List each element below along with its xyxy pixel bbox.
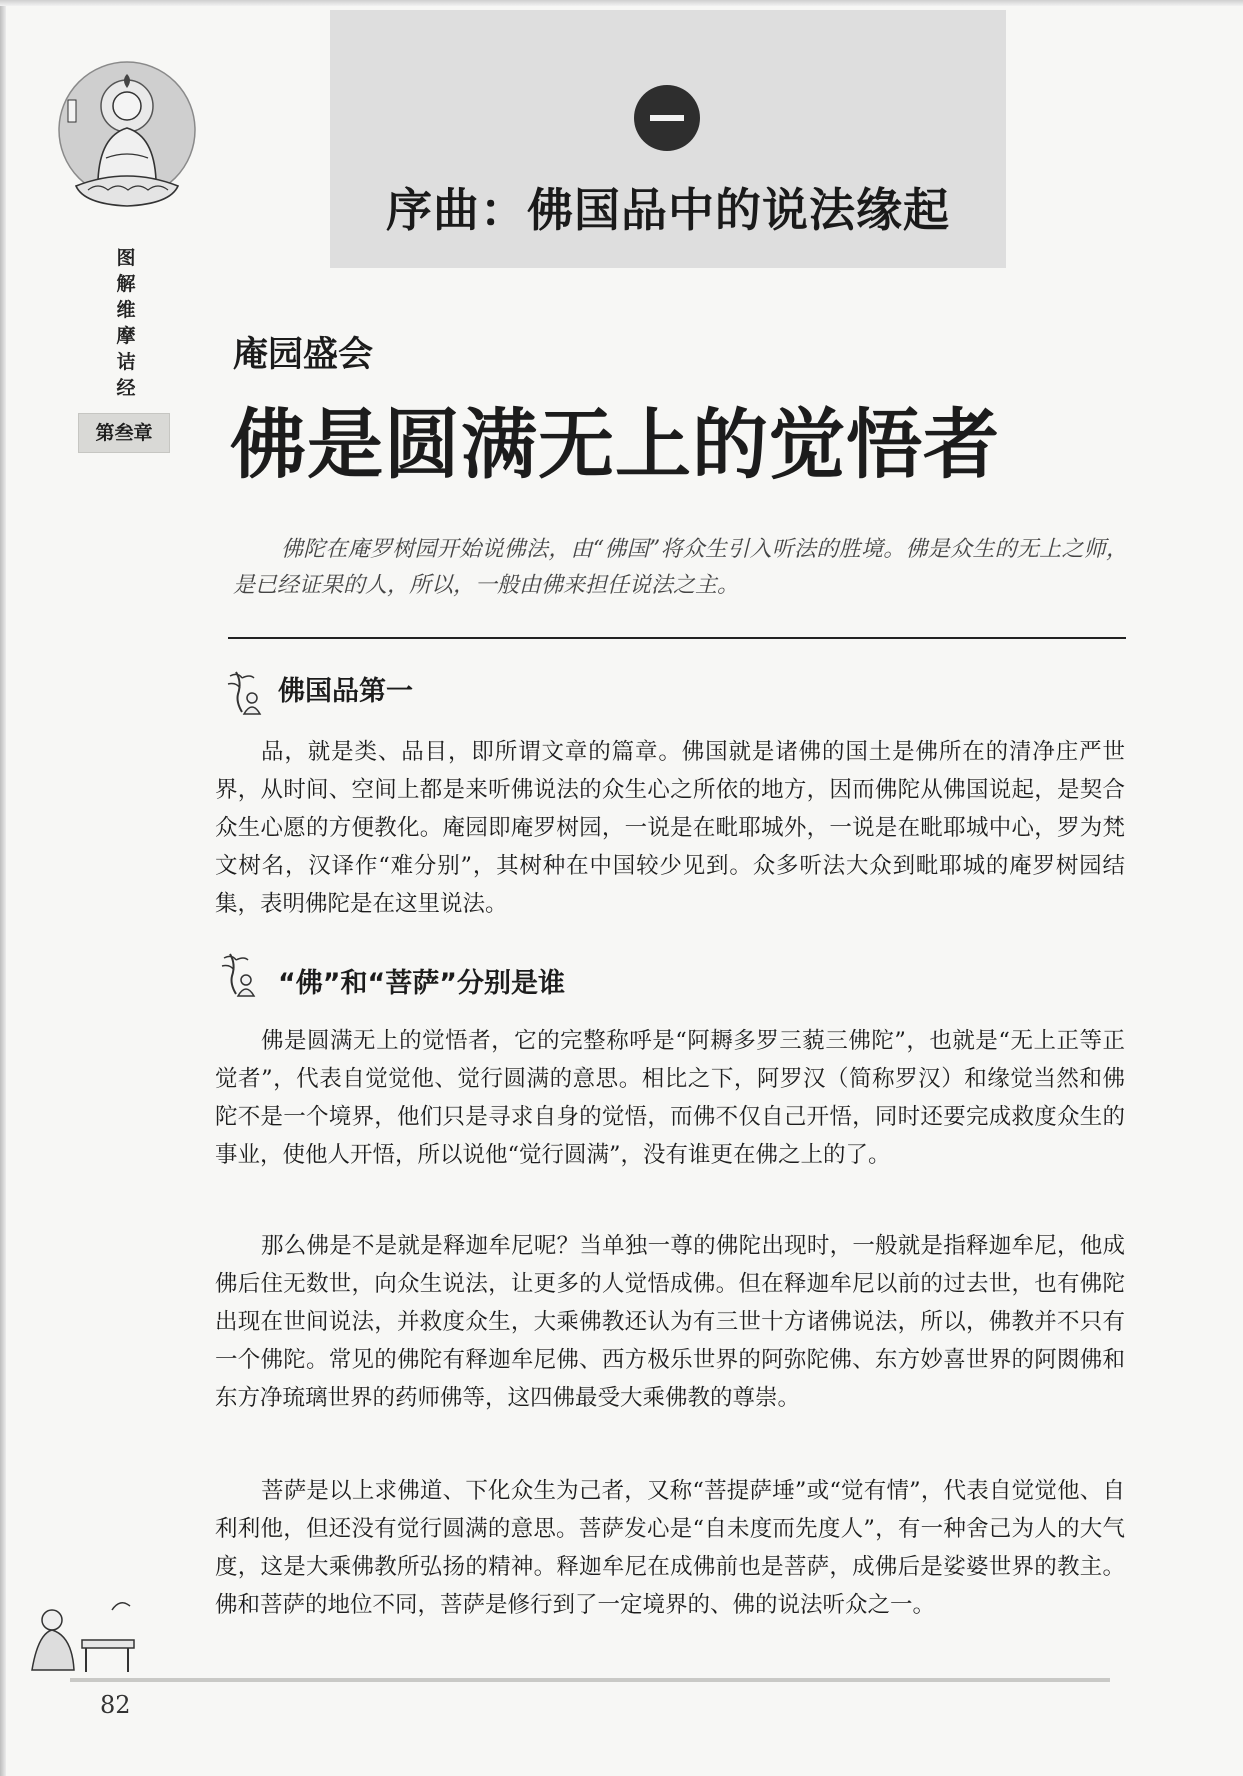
page-number: 82 bbox=[100, 1691, 131, 1719]
book-title-char: 维 bbox=[116, 299, 136, 321]
bamboo-sage-icon bbox=[216, 950, 264, 998]
book-title-vertical bbox=[110, 245, 142, 401]
book-title-char: 解 bbox=[116, 273, 136, 295]
footer-rule bbox=[70, 1678, 1110, 1682]
book-title-char: 图 bbox=[116, 247, 136, 269]
chapter-numeral-badge bbox=[634, 85, 700, 151]
section-label: 庵园盛会 bbox=[233, 334, 374, 375]
subsection-title: “佛”和“菩萨”分别是谁 bbox=[278, 968, 565, 999]
paragraph: 品，就是类、品目，即所谓文章的篇章。佛国就是诸佛的国土是佛所在的清净庄严世界，从时间、空间上都是来听佛说法的众生心之所依的地方，因而佛陀从佛国说起，是契合众生心愿的方便教化。庵园即庵罗树园，一说是在毗耶城外，一说是在毗耶城中心，罗为梵文树名，汉译作“难分别”，其树种在中国较少见到。众多听法大众到毗耶城的庵罗树园结集，表明佛陀是在这里说法。 bbox=[215, 739, 1125, 917]
intro-paragraph: 佛陀在庵罗树园开始说佛法，由“佛国”将众生引入听法的胜境。佛是众生的无上之师，是已经证果的人，所以，一般由佛来担任说法之主。 bbox=[233, 537, 1128, 598]
scholar-illustration-icon bbox=[12, 1590, 142, 1680]
bamboo-sage-icon bbox=[222, 668, 270, 716]
book-title-char: 摩 bbox=[116, 325, 136, 347]
divider bbox=[228, 637, 1126, 639]
paragraph: 佛是圆满无上的觉悟者，它的完整称呼是“阿耨多罗三藐三佛陀”，也就是“无上正等正觉者”，代表自觉觉他、觉行圆满的意思。相比之下，阿罗汉（简称罗汉）和缘觉当然和佛陀不是一个境界，他们只是寻求自身的觉悟，而佛不仅自己开悟，同时还要完成救度众生的事业，使他人开悟，所以说他“觉行圆满”，没有谁更在佛之上的了。 bbox=[215, 1028, 1125, 1168]
page-edge bbox=[0, 0, 6, 1776]
paragraph: 那么佛是不是就是释迦牟尼呢？当单独一尊的佛陀出现时，一般就是指释迦牟尼，他成佛后住无数世，向众生说法，让更多的人觉悟成佛。但在释迦牟尼以前的过去世，也有佛陀出现在世间说法，并救度众生，大乘佛教还认为有三世十方诸佛说法，所以，佛教并不只有一个佛陀。常见的佛陀有释迦牟尼佛、西方极乐世界的阿弥陀佛、东方妙喜世界的阿閦佛和东方净琉璃世界的药师佛等，这四佛最受大乘佛教的尊崇。 bbox=[215, 1233, 1125, 1411]
buddha-medallion-icon bbox=[48, 58, 206, 216]
chapter-numeral-glyph bbox=[650, 115, 684, 121]
main-title: 佛是圆满无上的觉悟者 bbox=[230, 400, 1000, 489]
paragraph: 菩萨是以上求佛道、下化众生为己者，又称“菩提萨埵”或“觉有情”，代表自觉觉他、自利利他，但还没有觉行圆满的意思。菩萨发心是“自未度而先度人”，有一种舍己为人的大气度，这是大乘佛教所弘扬的精神。释迦牟尼在成佛前也是菩萨，成佛后是娑婆世界的教主。佛和菩萨的地位不同，菩萨是修行到了一定境界的、佛的说法听众之一。 bbox=[215, 1478, 1125, 1618]
chapter-tab: 第叁章 bbox=[78, 413, 170, 453]
chapter-title: 序曲：佛国品中的说法缘起 bbox=[386, 183, 950, 237]
book-title-char: 诘 bbox=[116, 351, 136, 373]
book-title-char: 经 bbox=[116, 377, 136, 399]
page-top-edge bbox=[0, 0, 1243, 6]
subsection-title: 佛国品第一 bbox=[278, 676, 413, 707]
